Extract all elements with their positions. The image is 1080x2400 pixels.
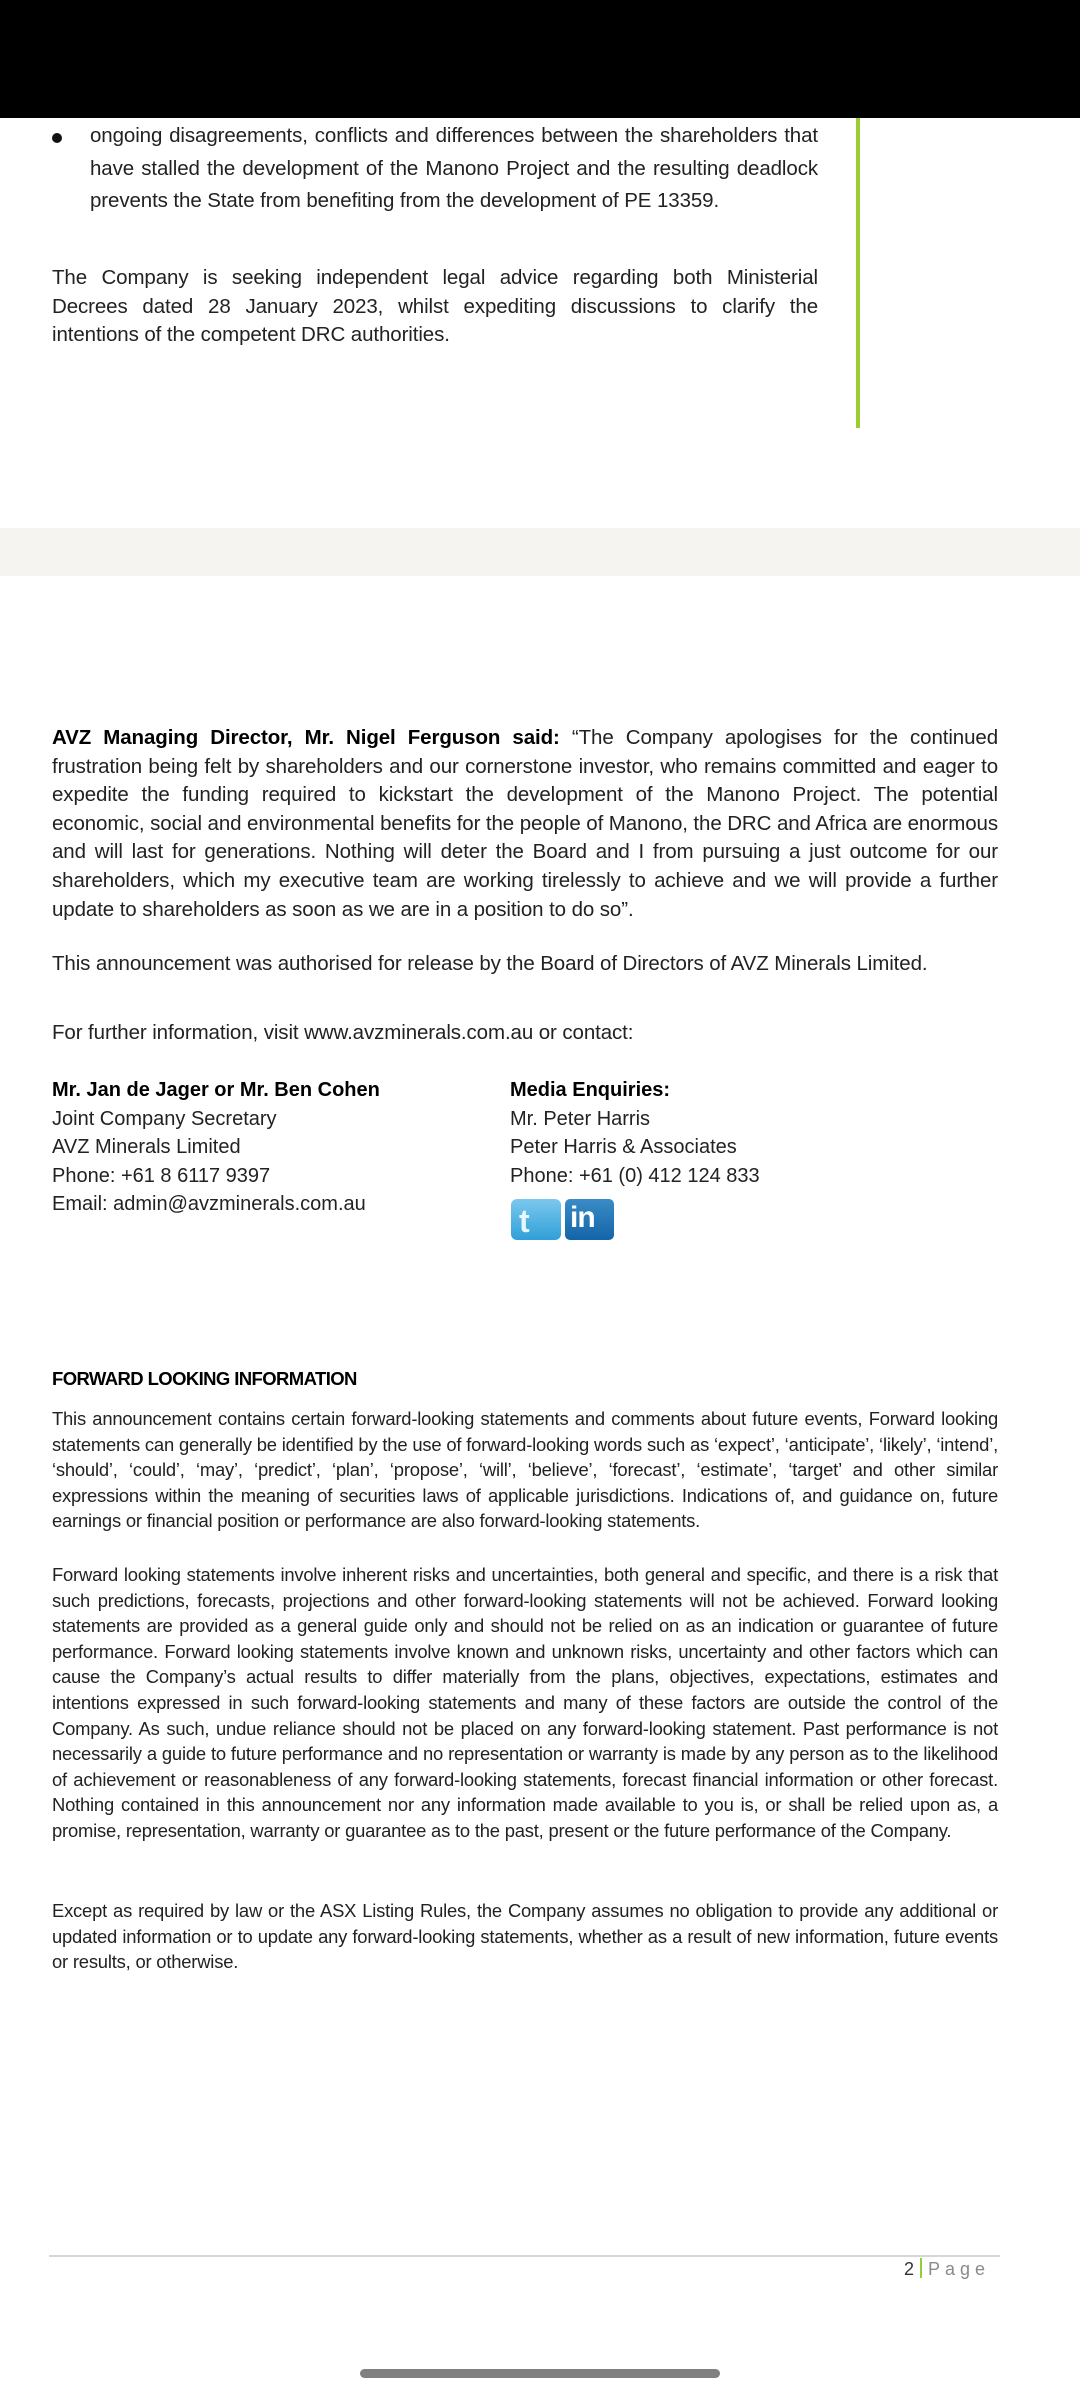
media-contact-phone: Phone: +61 (0) 412 124 833 bbox=[510, 1164, 760, 1187]
media-contact-heading: Media Enquiries: bbox=[510, 1079, 671, 1101]
company-contact-phone: Phone: +61 8 6117 9397 bbox=[52, 1164, 271, 1187]
legal-advice-paragraph: The Company is seeking independent legal advice regarding both Ministerial Decrees dated 28 January 2023, whilst expediting discussions to clarify the intentions of the competent DRC authorities. bbox=[52, 266, 818, 346]
page-break-band bbox=[0, 528, 1080, 576]
further-info-line: For further information, visit www.avzminerals.com.au or contact: bbox=[52, 1021, 634, 1044]
page-number-value: 2 bbox=[903, 2259, 914, 2279]
forward-looking-paragraph-1: This announcement contains certain forward-looking statements and comments about future events, Forward looking statements can generally be identified by the use of forward-looking words such as ‘expect’, ‘anticipate’, ‘likely’, ‘intend’, ‘should’, ‘could’, ‘may’, ‘predict’, ‘plan’, ‘propose’, ‘will’, ‘believe’, ‘forecast’, ‘estimate’, ‘target’ and other similar expressions within the meaning of securities laws of applicable jurisdictions. Indications of, and guidance on, future earnings or financial position or performance are also forward-looking statements. bbox=[52, 1408, 998, 1532]
authorisation-statement: This announcement was authorised for release by the Board of Directors of AVZ Minerals Limited. bbox=[52, 952, 928, 975]
company-contact bbox=[52, 1076, 472, 1219]
forward-looking-paragraph-3: Except as required by law or the ASX Listing Rules, the Company assumes no obligation to provide any additional or updated information or to update any forward-looking statements, whether as a result of new information, future events or results, or otherwise. bbox=[52, 1900, 998, 1973]
page-number-separator bbox=[920, 2258, 922, 2278]
linkedin-icon[interactable] bbox=[565, 1199, 614, 1240]
company-contact-email[interactable]: Email: admin@avzminerals.com.au bbox=[52, 1193, 366, 1215]
forward-looking-paragraph-2: Forward looking statements involve inherent risks and uncertainties, both general and specific, and there is a risk that such predictions, forecasts, projections and other forward-looking statements will not be achieved. Forward looking statements are provided as a general guide only and should not be relied on as an indication or guarantee of future performance. Forward looking statements involve known and unknown risks, uncertainty and other factors which can cause the Company’s actual results to differ materially from the plans, objectives, expectations, estimates and intentions expressed in such forward-looking statements and many of these factors are outside the control of the Company. As such, undue reliance should not be placed on any forward-looking statement. Past performance is not necessarily a guide to future performance and no representation or warranty is made by any person as to the likelihood of achievement or reasonableness of any forward-looking statements, forecast financial information or other forecast. Nothing contained in this announcement nor any information made available to you is, or shall be relied upon as, a promise, representation, warranty or guarantee as to the past, present or the future performance of the Company. bbox=[52, 1564, 998, 1841]
footer-divider bbox=[49, 2255, 1000, 2257]
forward-looking-heading: FORWARD LOOKING INFORMATION bbox=[52, 1368, 357, 1389]
quote-lead: AVZ Managing Director, Mr. Nigel Ferguson said: bbox=[52, 726, 560, 749]
company-contact-heading: Mr. Jan de Jager or Mr. Ben Cohen bbox=[52, 1079, 380, 1101]
top-black-bar bbox=[0, 0, 1080, 118]
bullet-text: ongoing disagreements, conflicts and differences between the shareholders that have stalled the development of the Manono Project and the resulting deadlock prevents the State from benefiting from the development of PE 13359. bbox=[90, 124, 818, 212]
home-indicator[interactable] bbox=[360, 2369, 720, 2378]
twitter-glyph: t bbox=[519, 1203, 530, 1239]
quote-text: “The Company apologises for the continued frustration being felt by shareholders and our cornerstone investor, who remains committed and eager to expedite the funding required to kickstart the development of the Manono Project. The potential economic, social and environmental benefits for the people of Manono, the DRC and Africa are enormous and will last for generations. Nothing will deter the Board and I from pursuing a just outcome for our shareholders, which my executive team are working tirelessly to achieve and we will provide a further update to shareholders as soon as we are in a position to do so”. bbox=[52, 726, 999, 921]
company-contact-role: Joint Company Secretary bbox=[52, 1107, 277, 1130]
bullet-icon bbox=[52, 133, 62, 143]
md-quote-paragraph bbox=[52, 724, 998, 924]
linkedin-glyph: in bbox=[570, 1201, 595, 1234]
page-label: Page bbox=[927, 2259, 990, 2279]
green-margin-rule bbox=[856, 118, 860, 428]
company-contact-organisation: AVZ Minerals Limited bbox=[52, 1136, 241, 1158]
media-contact-organisation: Peter Harris & Associates bbox=[510, 1136, 737, 1158]
twitter-icon[interactable] bbox=[511, 1199, 561, 1240]
media-contact-name: Mr. Peter Harris bbox=[510, 1107, 651, 1130]
media-contact bbox=[510, 1076, 870, 1190]
page-number bbox=[904, 2256, 990, 2282]
